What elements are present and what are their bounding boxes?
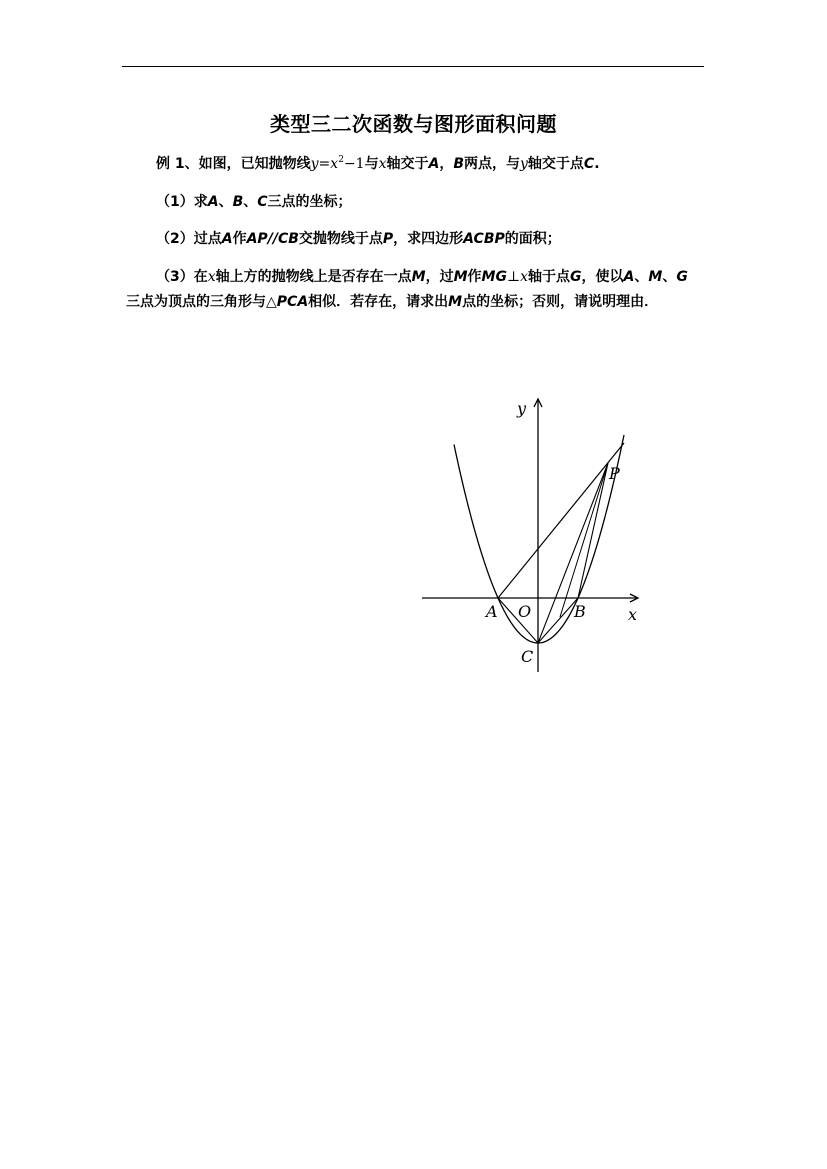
line-ap [498,443,624,598]
text: 两点，与 [463,156,520,172]
point-m: M [448,294,463,310]
question-3 [126,265,692,315]
var-y: y [519,156,528,172]
var-x: x [520,269,529,285]
text: 、 [634,269,649,285]
segment-cp [538,463,608,643]
header-rule [122,66,704,67]
question-1 [126,190,722,215]
text: 交抛物线于点 [298,231,383,247]
text: 轴交于点 [527,156,584,172]
text: 轴于点 [528,269,571,285]
segment-extra [560,463,608,617]
text: 相似．若存在，请求出 [308,294,449,310]
point-m: M [453,269,468,285]
segment-mg: MG [481,269,507,285]
text: （3）在 [156,269,208,285]
triangle-sign: △ [266,294,277,310]
label-x: x [628,605,638,624]
parallel-sign: // [267,231,278,247]
point-c: C [257,194,268,210]
point-a: A [207,194,219,210]
text: 轴上方的抛物线上是否存在一点 [215,269,412,285]
eq-base: x [330,156,339,172]
quad-acbp: ACBP [463,231,505,247]
text: ，求四边形 [393,231,464,247]
point-c: C [583,156,595,172]
text: 三点的坐标； [267,194,352,210]
text: 、 [218,194,233,210]
text: 、 [243,194,258,210]
segment-ap: AP [246,231,268,247]
perp-sign: ⊥ [506,269,521,285]
text: 轴交于 [386,156,429,172]
label-b: B [574,602,586,621]
point-m: M [648,269,663,285]
eq-lhs: y [310,156,319,172]
point-b: B [232,194,244,210]
eq-rest: −1 [343,156,365,172]
point-b: B [453,156,464,172]
var-x: x [378,156,387,172]
text: 点的坐标；否则，请说明理由． [462,294,659,310]
text: 与 [364,156,379,172]
point-a: A [221,231,233,247]
parabola-curve [454,435,624,643]
label-o: O [518,602,532,621]
text: 的面积； [504,231,561,247]
label-c: C [521,647,534,666]
point-a: A [623,269,635,285]
text: 、 [662,269,677,285]
eq-exponent: 2 [338,155,344,165]
text: （1）求 [156,194,208,210]
segment-cb [538,598,578,643]
text: ，过 [425,269,454,285]
text: 作 [467,269,482,285]
label-p: P [609,464,620,483]
text: （2）过点 [156,231,222,247]
text: 三点为顶点的三角形与 [126,294,266,310]
point-g: G [676,269,688,285]
segment-bp [578,463,608,598]
point-a: A [428,156,440,172]
text: ，使以 [581,269,624,285]
text: 作 [232,231,247,247]
page-title: 类型三二次函数与图形面积问题 [270,112,557,136]
point-p: P [382,231,394,247]
point-g: G [570,269,582,285]
label-a: A [486,602,498,621]
text: ， [439,156,454,172]
segment-cb: CB [277,231,299,247]
example-label: 例 1、如图，已知抛物线 [156,156,311,172]
var-x: x [207,269,216,285]
parabola-figure [400,385,660,685]
point-m: M [411,269,426,285]
text: . [594,156,600,172]
label-y: y [517,399,527,418]
triangle-pca: PCA [276,294,309,310]
example-statement [126,152,722,177]
question-2 [126,227,722,252]
eq-sign: = [318,156,331,172]
